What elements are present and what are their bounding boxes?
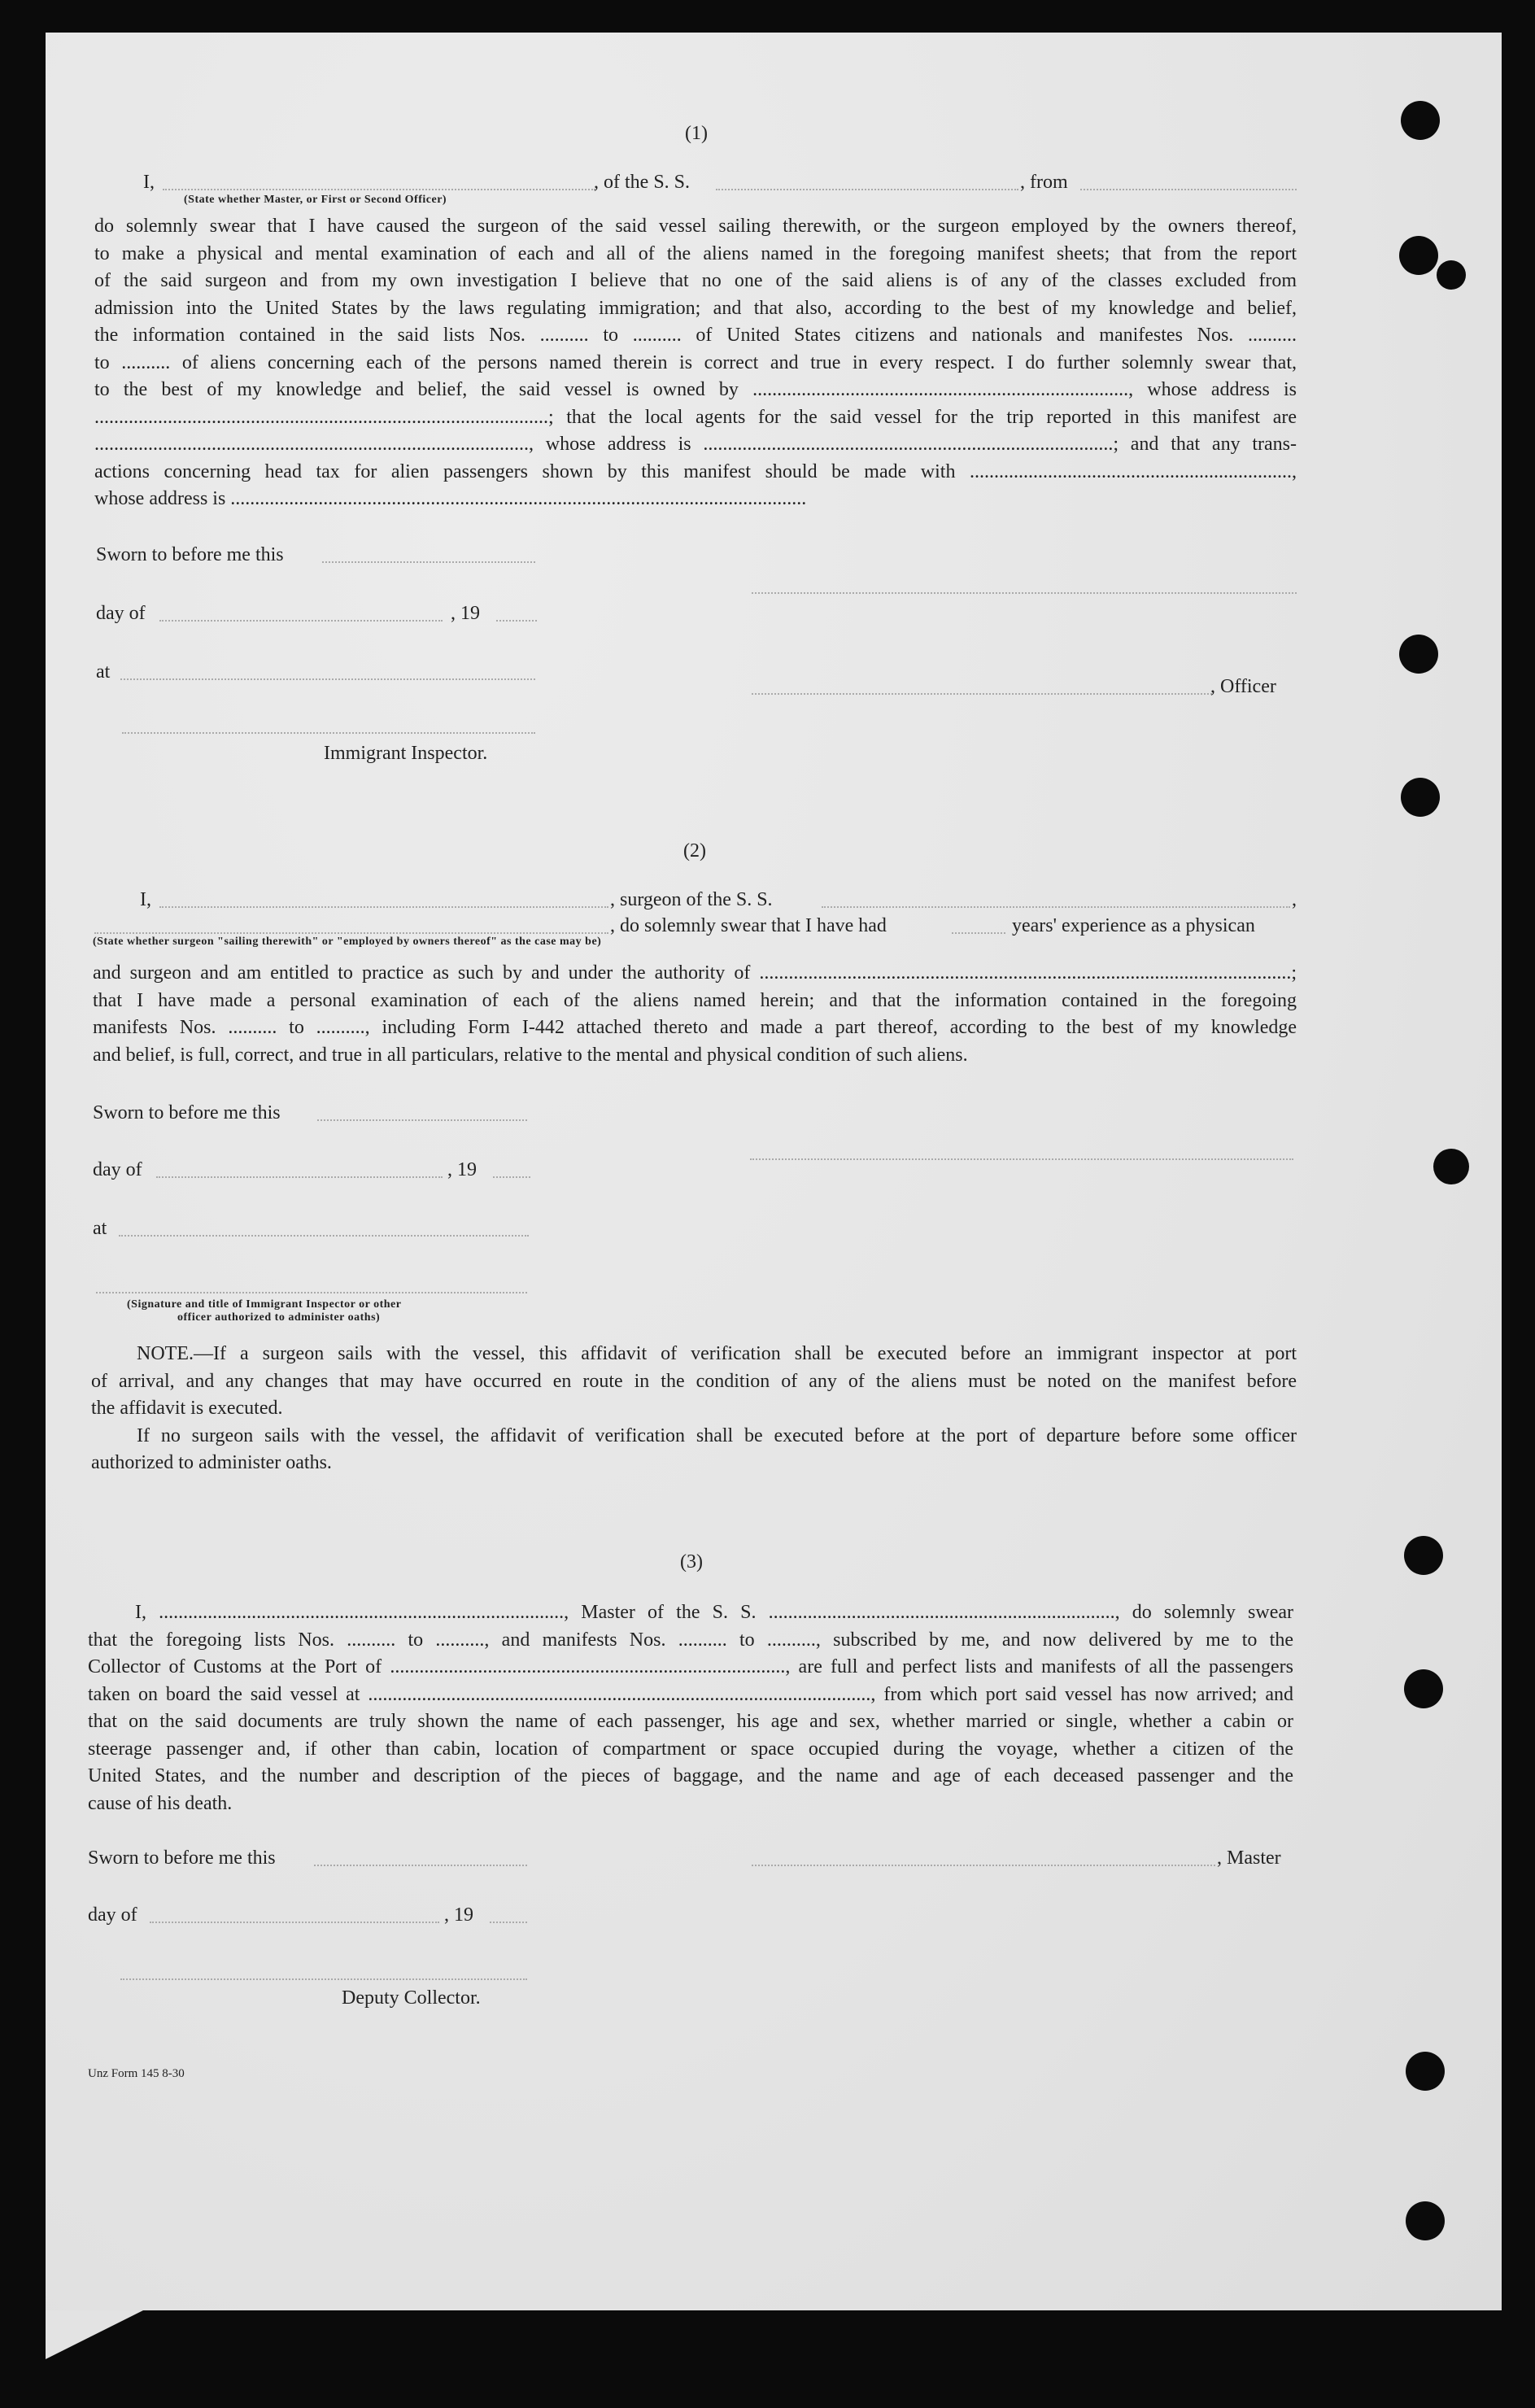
blank-signature (752, 592, 1297, 594)
section-number: (1) (685, 123, 708, 144)
blank-surgeon-name (159, 906, 608, 908)
oath-line: I, ..................................................................................., Master of the S. S. ......................................................................., do solemnly swear (135, 1602, 1293, 1623)
binder-hole (1399, 236, 1438, 275)
oath-line: taken on board the said vessel at ......................................................................................................., from which port said vessel has now arrived; and (88, 1683, 1293, 1705)
blank-year (490, 1922, 527, 1923)
blank-collector-signature (120, 1978, 527, 1980)
blank-inspector-signature (122, 732, 535, 734)
oath-line: to make a physical and mental examination of each and all of the aliens named in the foregoing manifest sheets; that from the report (94, 242, 1297, 264)
section-number: (3) (680, 1551, 703, 1573)
note-line: If no surgeon sails with the vessel, the affidavit of verification shall be executed before at the port of departure before some officer (137, 1424, 1297, 1446)
blank-years (952, 932, 1005, 934)
oath-line: ........................................................................................., whose address is ....................................................................................; and that any trans- (94, 434, 1297, 455)
text-years-exp: years' experience as a physican (1012, 915, 1255, 936)
year-label: , 19 (447, 1159, 477, 1180)
sworn-label: Sworn to before me this (93, 1102, 281, 1123)
oath-paragraph-2 (93, 960, 1297, 1069)
at-label: at (93, 1218, 107, 1239)
blank-month (159, 620, 443, 622)
text-i: I, (140, 889, 151, 910)
day-of-label: day of (93, 1159, 142, 1180)
blank-sworn-day (322, 561, 535, 563)
blank-sworn-day (314, 1865, 527, 1866)
binder-hole (1437, 260, 1466, 290)
text-from: , from (1020, 172, 1068, 193)
binder-hole (1404, 1669, 1443, 1708)
master-label: , Master (1217, 1847, 1281, 1869)
blank-master-name (163, 189, 595, 190)
oath-line: of the said surgeon and from my own investigation I believe that no one of the said aliens is of any of the classes excluded from (94, 270, 1297, 291)
blank-from-port (1080, 189, 1297, 190)
oath-line: .............................................................................................; that the local agents for the said vessel for the trip reported in this manifest are (94, 406, 1297, 428)
at-label: at (96, 661, 111, 683)
note-line: NOTE.—If a surgeon sails with the vessel, this affidavit of verification shall be executed before an immigrant inspector at port (137, 1343, 1297, 1364)
binder-hole (1406, 2201, 1445, 2240)
oath-line: actions concerning head tax for alien passengers shown by this manifest should be made with .................................................................., (94, 460, 1297, 482)
year-label: , 19 (451, 603, 480, 624)
oath-line: whose address is ...................................................................................................................... (94, 488, 807, 509)
day-of-label: day of (88, 1904, 137, 1926)
blank-vessel-name (822, 906, 1290, 908)
blank-surgeon-type (94, 932, 608, 934)
blank-vessel-name (716, 189, 1018, 190)
blank-at (120, 678, 535, 680)
deputy-label: Deputy Collector. (342, 1987, 481, 2009)
binder-hole (1401, 101, 1440, 140)
note-paragraph (91, 1341, 1297, 1477)
note-line: the affidavit is executed. (91, 1398, 283, 1419)
blank-at (119, 1235, 529, 1237)
oath-line: admission into the United States by the laws regulating immigration; and that also, according to the best of my knowledge and belief, (94, 297, 1297, 319)
blank-inspector-signature (96, 1292, 527, 1293)
oath-line: do solemnly swear that I have caused the surgeon of the said vessel sailing therewith, or the surgeon employed by the owners thereof, (94, 216, 1297, 237)
binder-hole (1404, 1536, 1443, 1575)
oath-line: manifests Nos. .......... to .........., including Form I-442 attached thereto and made a part thereof, according to the best of my knowledge (93, 1017, 1297, 1038)
oath-line: that the foregoing lists Nos. .......... to .........., and manifests Nos. .......... to .........., subscribed by me, and now delivered by me to the (88, 1629, 1293, 1651)
note-line: authorized to administer oaths. (91, 1452, 332, 1473)
oath-paragraph-1 (94, 213, 1297, 513)
year-label: , 19 (444, 1904, 473, 1926)
oath-line: United States, and the number and description of the pieces of baggage, and the name and age of each deceased passenger and the (88, 1765, 1293, 1786)
blank-year (496, 620, 537, 622)
text-of-ss: , of the S. S. (594, 172, 691, 193)
blank-officer-signature (752, 693, 1212, 695)
blank-month (150, 1922, 439, 1923)
oath-line: steerage passenger and, if other than cabin, location of compartment or space occupied during the voyage, whether a citizen of the (88, 1738, 1293, 1760)
oath-line: to .......... of aliens concerning each of the persons named therein is correct and true in every respect. I do further solemnly swear that, (94, 351, 1297, 373)
binder-hole (1401, 778, 1440, 817)
oath-line: to the best of my knowledge and belief, the said vessel is owned by ............................................................................., whose address is (94, 379, 1297, 400)
officer-label: , Officer (1210, 676, 1276, 697)
oath-line: and belief, is full, correct, and true in all particulars, relative to the mental and physical condition of such aliens. (93, 1044, 968, 1066)
oath-line: the information contained in the said lists Nos. .......... to .......... of United States citizens and nationals and manifestes Nos. .......... (94, 325, 1297, 346)
text-swear-had: , do solemnly swear that I have had (610, 915, 887, 936)
oath-line: cause of his death. (88, 1792, 233, 1814)
binder-hole (1399, 635, 1438, 674)
oath-line: and surgeon and am entitled to practice as such by and under the authority of .............................................................................................................; (93, 962, 1297, 984)
signature-hint: (Signature and title of Immigrant Inspector or other (127, 1298, 402, 1311)
day-of-label: day of (96, 603, 146, 624)
oath-line: that I have made a personal examination of each of the aliens named herein; and that the information contained in the foregoing (93, 989, 1297, 1011)
oath-line: Collector of Customs at the Port of ................................................................................., are full and perfect lists and manifests of all the passengers (88, 1656, 1293, 1677)
oath-paragraph-3 (88, 1599, 1293, 1817)
blank-master-signature (752, 1865, 1215, 1866)
surgeon-hint: (State whether surgeon "sailing therewith" or "employed by owners thereof" as the case may be) (93, 936, 602, 948)
inspector-label: Immigrant Inspector. (324, 743, 488, 764)
signature-hint: officer authorized to administer oaths) (177, 1311, 381, 1324)
text-surgeon-of: , surgeon of the S. S. (610, 889, 773, 910)
blank-year (493, 1176, 530, 1178)
blank-sworn-day (317, 1119, 527, 1121)
binder-hole (1406, 2052, 1445, 2091)
blank-signature (750, 1158, 1293, 1160)
binder-hole (1433, 1149, 1469, 1184)
sworn-label: Sworn to before me this (88, 1847, 276, 1869)
section-number: (2) (683, 840, 706, 862)
blank-month (156, 1176, 443, 1178)
role-hint: (State whether Master, or First or Second Officer) (184, 194, 447, 206)
text-comma: , (1292, 889, 1297, 910)
oath-line: that on the said documents are truly shown the name of each passenger, his age and sex, whether married or single, whether a cabin or (88, 1711, 1293, 1732)
text-i: I, (143, 172, 155, 193)
note-line: of arrival, and any changes that may have occurred en route in the condition of any of the aliens must be noted on the manifest before (91, 1370, 1297, 1392)
sworn-label: Sworn to before me this (96, 544, 284, 565)
form-id: Unz Form 145 8-30 (88, 2067, 185, 2080)
